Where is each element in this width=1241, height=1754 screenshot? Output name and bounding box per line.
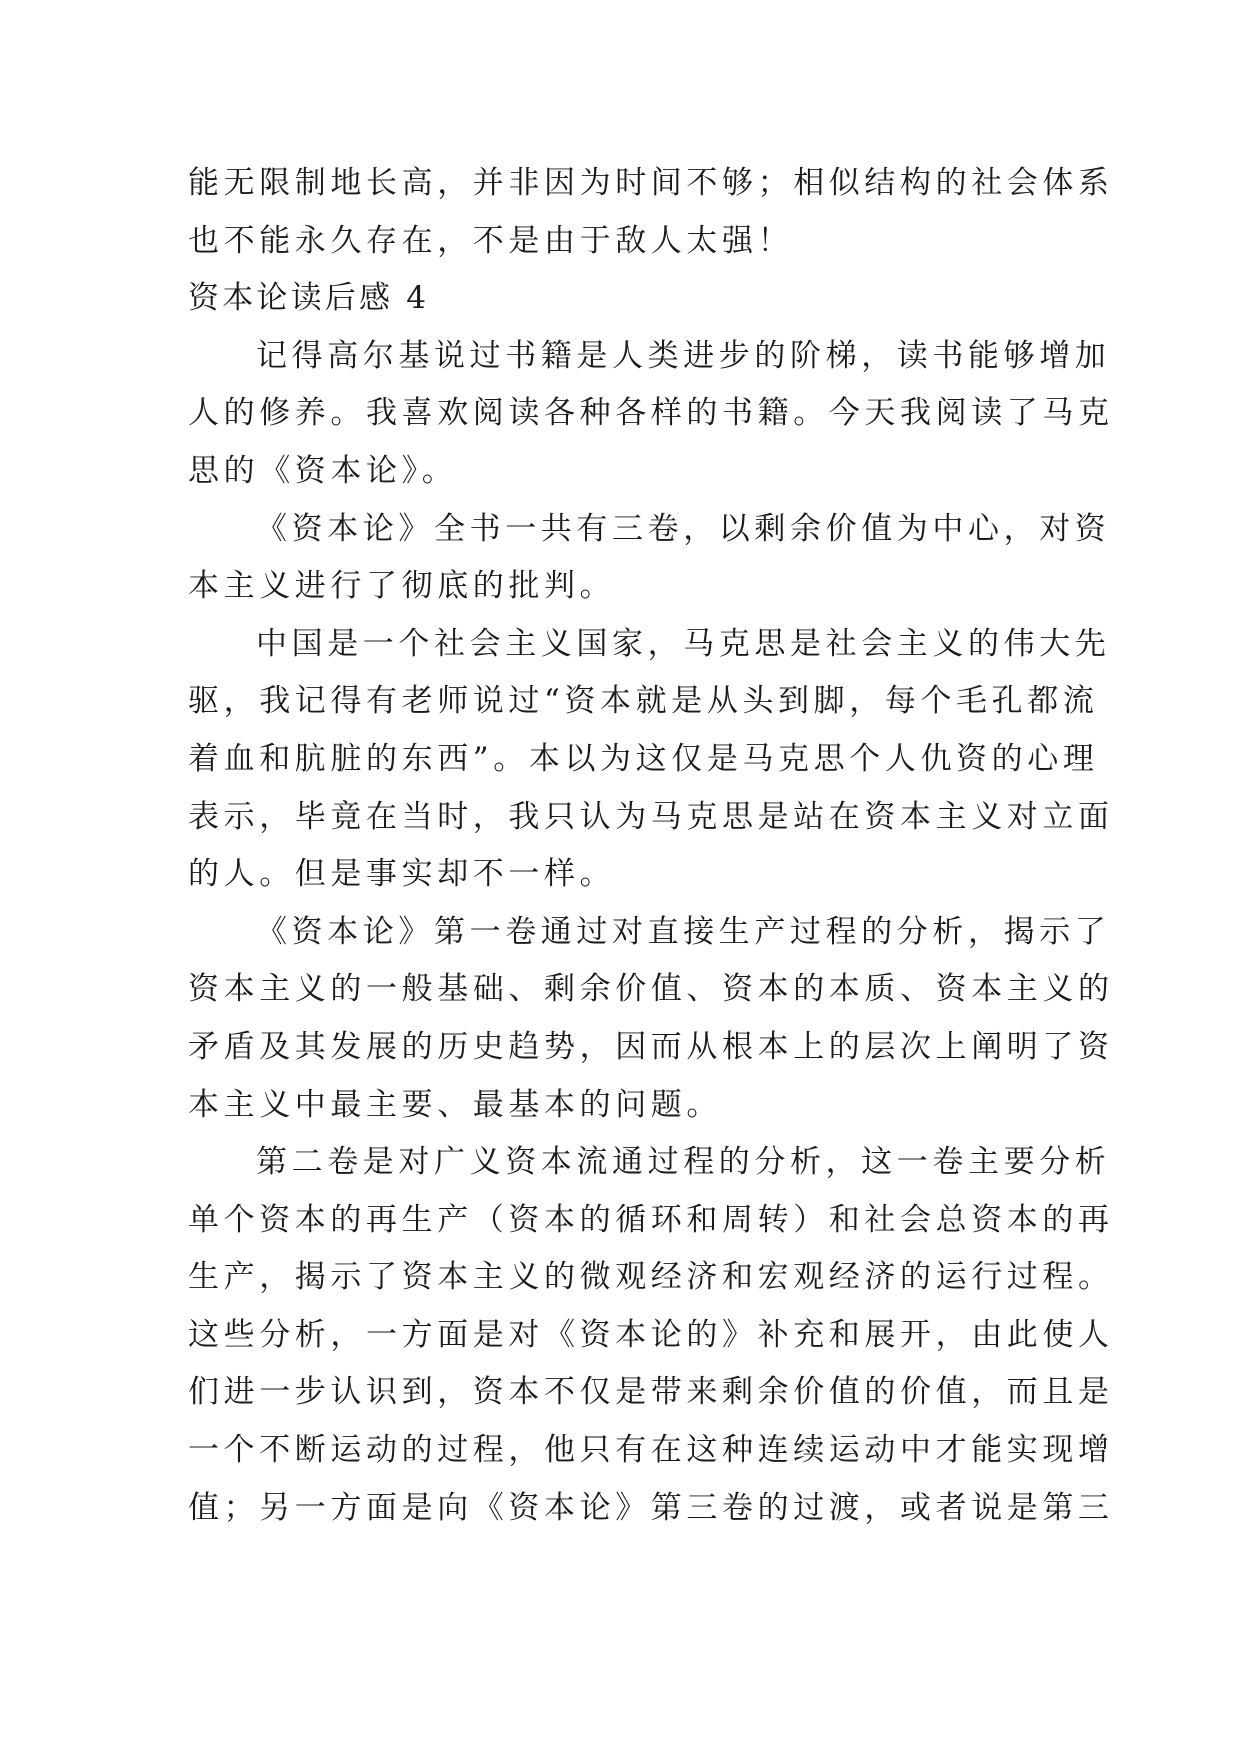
text-line: 表示，毕竟在当时，我只认为马克思是站在资本主义对立面 — [188, 798, 1114, 835]
text-line: 生产，揭示了资本主义的微观经济和宏观经济的运行过程。 — [188, 1259, 1114, 1296]
text-line: 《资本论》第一卷通过对直接生产过程的分析，揭示了 — [256, 913, 1111, 950]
text-line: 一个不断运动的过程，他只有在这种连续运动中才能实现增 — [188, 1432, 1114, 1469]
text-line: 中国是一个社会主义国家，马克思是社会主义的伟大先 — [256, 625, 1111, 662]
text-line: 矛盾及其发展的历史趋势，因而从根本上的层次上阐明了资 — [188, 1028, 1114, 1065]
text-line: 的人。但是事实却不一样。 — [188, 856, 616, 893]
text-line: 着血和肮脏的东西”。本以为这仅是马克思个人仇资的心理 — [188, 740, 1099, 777]
text-line: 值；另一方面是向《资本论》第三卷的过渡，或者说是第三 — [188, 1489, 1114, 1526]
text-line: 能无限制地长高，并非因为时间不够；相似结构的社会体系 — [188, 165, 1114, 201]
text-line: 也不能永久存在，不是由于敌人太强！ — [188, 222, 794, 259]
text-line: 们进一步认识到，资本不仅是带来剩余价值的价值，而且是 — [188, 1374, 1114, 1411]
text-line: 本主义进行了彻底的批判。 — [188, 568, 616, 605]
text-line: 第二卷是对广义资本流通过程的分析，这一卷主要分析 — [256, 1144, 1111, 1181]
text-line: 单个资本的再生产（资本的循环和周转）和社会总资本的再 — [188, 1201, 1114, 1238]
text-line: 《资本论》全书一共有三卷，以剩余价值为中心，对资 — [256, 510, 1111, 547]
text-line: 思的《资本论》。 — [188, 452, 458, 489]
text-line: 资本主义的一般基础、剩余价值、资本的本质、资本主义的 — [188, 971, 1114, 1008]
text-line: 记得高尔基说过书籍是人类进步的阶梯，读书能够增加 — [256, 337, 1111, 374]
text-line: 本主义中最主要、最基本的问题。 — [188, 1086, 722, 1123]
text-line: 驱，我记得有老师说过“资本就是从头到脚，每个毛孔都流 — [188, 683, 1099, 720]
text-line: 这些分析，一方面是对《资本论的》补充和展开，由此使人 — [188, 1316, 1114, 1353]
document-body — [188, 155, 1114, 1537]
section-heading: 资本论读后感 4 — [188, 280, 430, 317]
text-line: 人的修养。我喜欢阅读各种各样的书籍。今天我阅读了马克 — [188, 395, 1114, 432]
